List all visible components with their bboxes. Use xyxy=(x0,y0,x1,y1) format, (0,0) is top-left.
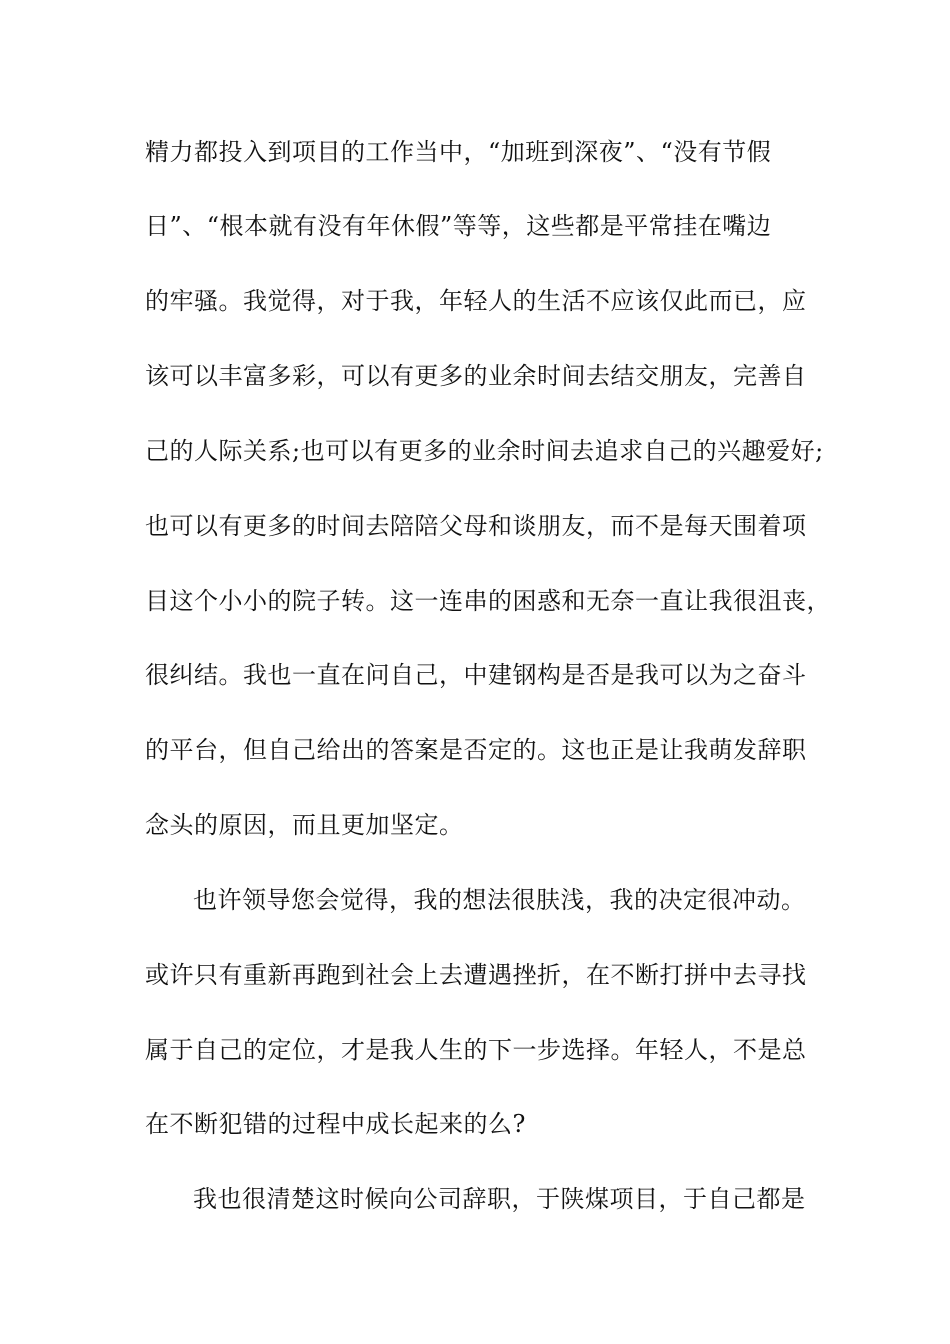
text-line: 精力都投入到项目的工作当中，“加班到深夜”、“没有节假 xyxy=(145,138,772,166)
paragraph-first-line: 也许领导您会觉得，我的想法很肤浅，我的决定很冲动。 xyxy=(193,886,806,914)
text-line: 属于自己的定位，才是我人生的下一步选择。年轻人，不是总 xyxy=(145,1036,807,1064)
text-line: 日”、“根本就有没有年休假”等等，这些都是平常挂在嘴边 xyxy=(145,212,772,240)
text-line: 的牢骚。我觉得，对于我，年轻人的生活不应该仅此而已，应 xyxy=(145,287,807,315)
text-line: 很纠结。我也一直在问自己，中建钢构是否是我可以为之奋斗 xyxy=(145,661,807,689)
paragraph-first-line: 我也很清楚这时候向公司辞职，于陕煤项目，于自己都是 xyxy=(193,1185,806,1213)
text-line: 念头的原因，而且更加坚定。 xyxy=(145,811,464,839)
text-line: 的平台，但自己给出的答案是否定的。这也正是让我萌发辞职 xyxy=(145,736,807,764)
text-line: 目这个小小的院子转。这一连串的困惑和无奈一直让我很沮丧， xyxy=(145,587,831,615)
text-line: 也可以有更多的时间去陪陪父母和谈朋友，而不是每天围着项 xyxy=(145,512,807,540)
text-line: 在不断犯错的过程中成长起来的么? xyxy=(145,1110,526,1138)
text-line: 或许只有重新再跑到社会上去遭遇挫折，在不断打拼中去寻找 xyxy=(145,961,807,989)
text-line: 己的人际关系;也可以有更多的业余时间去追求自己的兴趣爱好; xyxy=(145,437,824,465)
text-line: 该可以丰富多彩，可以有更多的业余时间去结交朋友，完善自 xyxy=(145,362,807,390)
